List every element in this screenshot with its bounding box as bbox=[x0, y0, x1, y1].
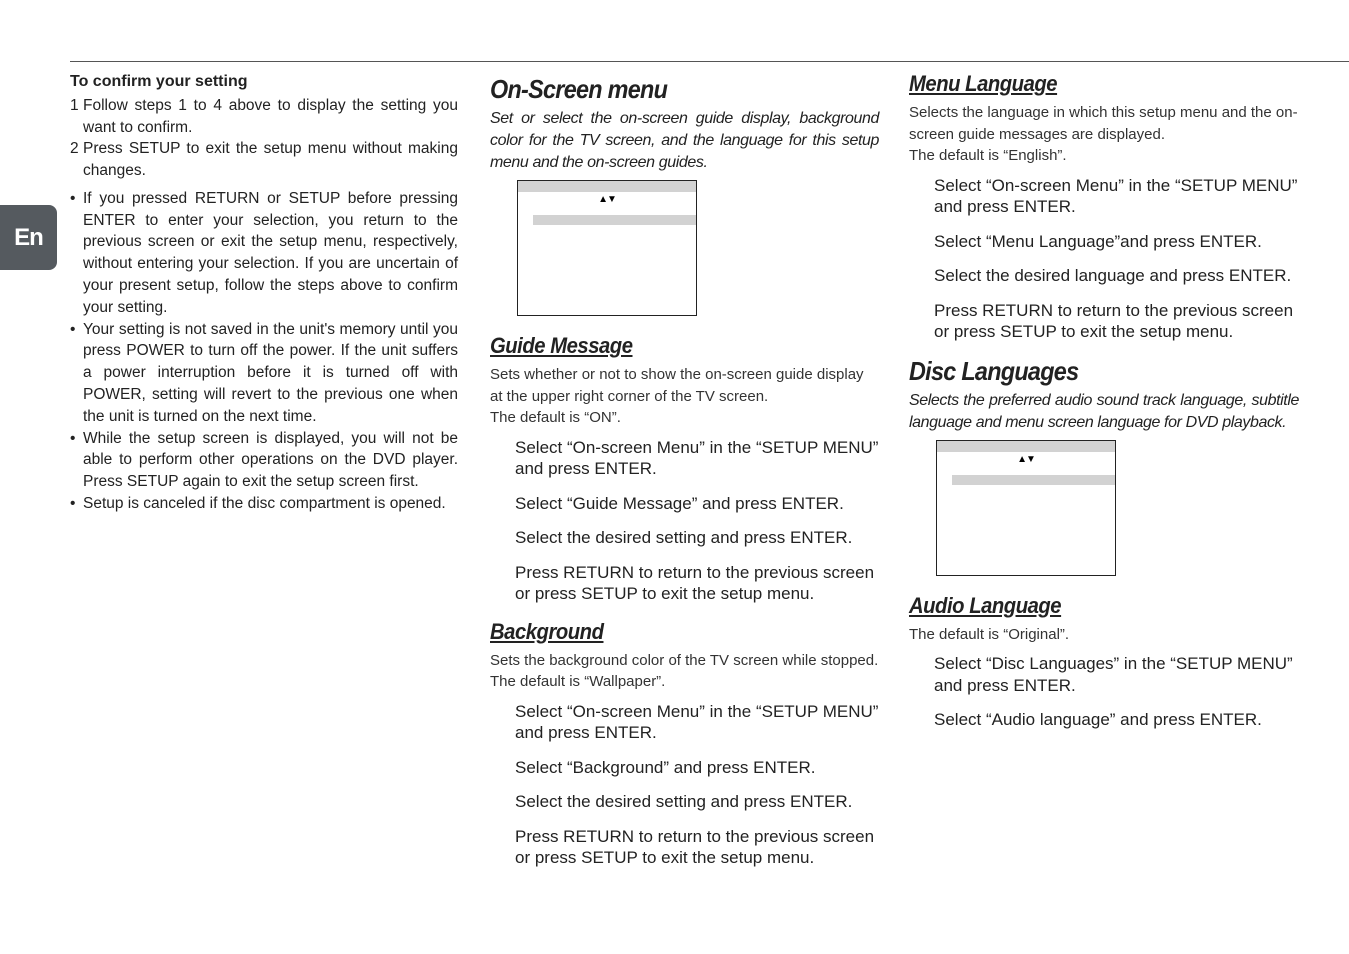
menu-language-default-text: The default is “English”. bbox=[909, 147, 1067, 164]
note-item: • While the setup screen is displayed, you will not be able to perform other operations on the DVD player. Press SETUP again to exit the setup screen first. bbox=[70, 428, 458, 493]
confirm-step bbox=[70, 138, 458, 181]
disc-languages-screen-illustration bbox=[936, 440, 1116, 576]
step-text: Follow steps 1 to 4 above to display the setting you want to confirm. bbox=[83, 97, 458, 136]
menu-language-desc-text: Selects the language in which this setup menu and the on-screen guide messages are displayed. bbox=[909, 104, 1298, 143]
step-item: Press RETURN to return to the previous screen or press SETUP to exit the setup menu. bbox=[515, 826, 875, 867]
guide-message-heading: Guide Message bbox=[490, 333, 633, 358]
menu-language-description bbox=[909, 102, 1299, 167]
note-item: • Setup is canceled if the disc compartment is opened. bbox=[70, 493, 458, 515]
notes-list bbox=[70, 188, 458, 515]
step-number: 1 bbox=[70, 97, 79, 114]
step-item: Select “Menu Language”and press ENTER. bbox=[934, 231, 1262, 251]
step-number: 2 bbox=[70, 140, 79, 158]
step-item: Select “On-screen Menu” in the “SETUP MENU” and press ENTER. bbox=[934, 175, 1298, 216]
up-down-arrows-icon: ▲▼ bbox=[1017, 453, 1035, 465]
screen-title-bar bbox=[518, 181, 696, 192]
header-rule bbox=[70, 61, 1349, 62]
step-text: Press SETUP to exit the setup menu without making changes. bbox=[83, 140, 458, 180]
step-item: Select “On-screen Menu” in the “SETUP MENU” and press ENTER. bbox=[515, 701, 879, 742]
background-heading: Background bbox=[490, 618, 604, 644]
step-item: Select the desired setting and press ENTER. bbox=[515, 792, 853, 811]
menu-language-heading: Menu Language bbox=[909, 71, 1058, 96]
background-desc-text: Sets the background color of the TV screen while stopped. bbox=[490, 651, 879, 669]
screen-title-bar bbox=[937, 441, 1115, 452]
background-description bbox=[490, 650, 879, 693]
step-item: Select “Background” and press ENTER. bbox=[515, 757, 816, 777]
disc-languages-title: Disc Languages bbox=[909, 355, 1079, 386]
onscreen-menu-title: On-Screen menu bbox=[490, 74, 668, 104]
column-languages bbox=[909, 70, 1299, 744]
step-item: Press RETURN to return to the previous screen or press SETUP to exit the setup menu. bbox=[515, 562, 875, 603]
step-item: Press RETURN to return to the previous screen or press SETUP to exit the setup menu. bbox=[934, 300, 1294, 341]
step-item: Select the desired setting and press ENTER. bbox=[515, 528, 853, 547]
confirm-steps bbox=[70, 95, 458, 182]
guide-message-description bbox=[490, 364, 879, 429]
column-confirm bbox=[70, 70, 458, 515]
step-item: Select “On-screen Menu” in the “SETUP MENU” and press ENTER. bbox=[515, 437, 879, 478]
column-onscreen-menu bbox=[490, 70, 879, 882]
note-item: • Your setting is not saved in the unit's memory until you press POWER to turn off the power. If the unit suffers a power interruption before it is turned off with POWER, setting will revert to the previous one when the unit is turned on the next time. bbox=[70, 319, 458, 428]
screen-highlight-bar bbox=[533, 215, 696, 225]
step-item: Select the desired language and press ENTER. bbox=[934, 266, 1292, 285]
disc-languages-lede: Selects the preferred audio sound track language, subtitle language and menu screen language for DVD playback. bbox=[909, 391, 1299, 431]
screen-highlight-bar bbox=[952, 475, 1115, 485]
language-tab: En bbox=[0, 205, 57, 270]
menu-language-steps bbox=[909, 175, 1299, 343]
background-steps bbox=[490, 701, 879, 869]
step-item: Select “Guide Message” and press ENTER. bbox=[515, 493, 844, 513]
step-item: Select “Audio language” and press ENTER. bbox=[934, 710, 1262, 729]
audio-language-steps bbox=[909, 653, 1299, 731]
guide-desc-text: Sets whether or not to show the on-screen guide display at the upper right corner of the TV screen. bbox=[490, 366, 864, 405]
background-default-text: The default is “Wallpaper”. bbox=[490, 673, 666, 690]
guide-default-text: The default is “ON”. bbox=[490, 409, 621, 426]
audio-language-heading: Audio Language bbox=[909, 592, 1062, 618]
onscreen-menu-lede: Set or select the on-screen guide display, background color for the TV screen, and the language for this setup menu and the on-screen guides. bbox=[490, 110, 879, 171]
guide-message-steps bbox=[490, 437, 879, 605]
confirm-title: To confirm your setting bbox=[70, 73, 248, 90]
audio-language-default: The default is “Original”. bbox=[909, 625, 1070, 643]
step-item: Select “Disc Languages” in the “SETUP MENU” and press ENTER. bbox=[934, 654, 1293, 695]
note-item: • If you pressed RETURN or SETUP before pressing ENTER to enter your selection, you return to the previous screen or exit the setup menu, respectively, without entering your selection. If you are uncertain of your present setup, follow the steps above to confirm your setting. bbox=[70, 188, 458, 319]
up-down-arrows-icon: ▲▼ bbox=[598, 194, 616, 205]
confirm-step bbox=[70, 95, 458, 138]
onscreen-menu-screen-illustration bbox=[517, 180, 697, 316]
